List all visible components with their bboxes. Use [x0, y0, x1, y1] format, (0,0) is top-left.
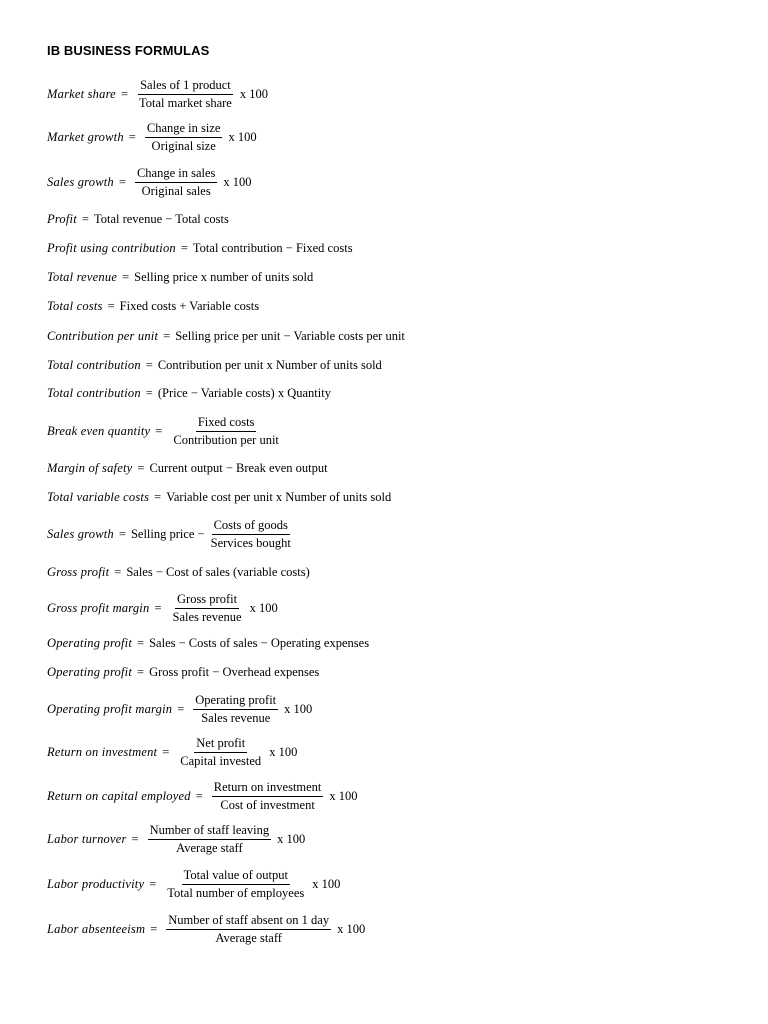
document-title: IB BUSINESS FORMULAS [47, 43, 210, 58]
formula-term: Contribution per unit [47, 328, 159, 343]
formula-row [47, 823, 305, 855]
numerator: Costs of goods [212, 518, 290, 535]
multiplier: x 100 [284, 701, 313, 716]
formula-row [47, 166, 252, 198]
equals-sign: = [131, 831, 139, 846]
formula-expression: Sales − Costs of sales − Operating expenses [149, 635, 370, 650]
formula-expression: Sales − Cost of sales (variable costs) [126, 564, 310, 579]
numerator: Net profit [194, 736, 247, 753]
fraction [171, 592, 244, 625]
equals-sign: = [137, 664, 145, 679]
equals-sign: = [162, 744, 170, 759]
numerator: Gross profit [175, 592, 239, 609]
equals-sign: = [137, 460, 145, 475]
multiplier: x 100 [312, 876, 341, 891]
numerator: Sales of 1 product [138, 78, 233, 95]
equals-sign: = [128, 129, 136, 144]
denominator: Total market share [139, 95, 232, 110]
fraction [212, 780, 324, 813]
denominator: Cost of investment [220, 797, 315, 812]
formula-row [47, 592, 278, 624]
fraction [209, 518, 293, 551]
denominator: Capital invested [180, 753, 262, 768]
formula-row [47, 518, 297, 550]
fraction [148, 823, 272, 856]
formula-term: Market share [47, 86, 116, 101]
equals-sign: = [163, 328, 171, 343]
formula-row [47, 78, 268, 110]
equals-sign: = [154, 489, 162, 504]
denominator: Sales revenue [201, 710, 271, 725]
formula-term: Profit [47, 211, 77, 226]
formula-expression: Total contribution − Fixed costs [192, 240, 353, 255]
formula-row [47, 203, 229, 235]
equals-sign: = [107, 298, 115, 313]
formula-expression: Selling price x number of units sold [134, 269, 314, 284]
denominator: Contribution per unit [173, 432, 279, 447]
denominator: Services bought [210, 535, 291, 550]
equals-sign: = [195, 788, 203, 803]
numerator: Return on investment [212, 780, 324, 797]
formula-term: Margin of safety [47, 460, 133, 475]
multiplier: x 100 [329, 788, 358, 803]
formula-row [47, 656, 319, 688]
numerator: Change in size [145, 121, 223, 138]
formula-row [47, 232, 353, 264]
formula-term: Gross profit [47, 564, 110, 579]
multiplier: x 100 [249, 600, 278, 615]
fraction [166, 913, 331, 946]
denominator: Average staff [215, 930, 282, 945]
formula-term: Total contribution [47, 385, 141, 400]
equals-sign: = [149, 876, 157, 891]
formula-term: Total contribution [47, 357, 141, 372]
fraction [165, 868, 306, 901]
equals-sign: = [81, 211, 89, 226]
fraction [178, 736, 263, 769]
equals-sign: = [177, 701, 185, 716]
denominator: Original sales [141, 183, 211, 198]
formula-expression: Fixed costs + Variable costs [119, 298, 260, 313]
formula-term: Operating profit margin [47, 701, 173, 716]
formula-expression: Contribution per unit x Number of units sold [157, 357, 382, 372]
formula-row [47, 290, 259, 322]
equals-sign: = [122, 269, 130, 284]
formula-term: Profit using contribution [47, 240, 176, 255]
formula-term: Sales growth [47, 174, 114, 189]
formula-row [47, 481, 391, 513]
equals-sign: = [145, 357, 153, 372]
numerator: Operating profit [193, 693, 278, 710]
equals-sign: = [155, 423, 163, 438]
numerator: Number of staff leaving [148, 823, 272, 840]
numerator: Fixed costs [196, 415, 257, 432]
formula-term: Break even quantity [47, 423, 151, 438]
numerator: Number of staff absent on 1 day [166, 913, 331, 930]
equals-sign: = [145, 385, 153, 400]
numerator: Total value of output [182, 868, 290, 885]
formula-term: Return on capital employed [47, 788, 191, 803]
formula-row [47, 556, 310, 588]
formula-expression: Total revenue − Total costs [93, 211, 229, 226]
formula-row [47, 627, 369, 659]
formula-row [47, 780, 358, 812]
numerator: Change in sales [135, 166, 217, 183]
fraction [145, 121, 223, 154]
formula-expression: Gross profit − Overhead expenses [149, 664, 320, 679]
formula-row [47, 452, 328, 484]
formula-term: Market growth [47, 129, 124, 144]
formula-term: Gross profit margin [47, 600, 150, 615]
formula-row [47, 261, 313, 293]
multiplier: x 100 [277, 831, 306, 846]
multiplier: x 100 [337, 921, 366, 936]
formula-term: Labor turnover [47, 831, 127, 846]
formula-row [47, 377, 331, 409]
fraction [193, 693, 278, 726]
formula-row [47, 415, 285, 447]
formula-expression: Variable cost per unit x Number of units sold [166, 489, 392, 504]
multiplier: x 100 [239, 86, 268, 101]
equals-sign: = [118, 526, 126, 541]
denominator: Average staff [176, 840, 243, 855]
formula-expression: Selling price per unit − Variable costs per unit [175, 328, 405, 343]
formula-expression: (Price − Variable costs) x Quantity [157, 385, 331, 400]
formula-row [47, 320, 405, 352]
denominator: Original size [151, 138, 216, 153]
equals-sign: = [114, 564, 122, 579]
formula-term: Labor productivity [47, 876, 145, 891]
denominator: Sales revenue [172, 609, 242, 624]
fraction [135, 166, 217, 199]
equals-sign: = [180, 240, 188, 255]
formula-row [47, 868, 340, 900]
equals-sign: = [137, 635, 145, 650]
formula-term: Total revenue [47, 269, 118, 284]
multiplier: x 100 [228, 129, 257, 144]
equals-sign: = [120, 86, 128, 101]
formula-row [47, 736, 297, 768]
equals-sign: = [154, 600, 162, 615]
formula-term: Total variable costs [47, 489, 150, 504]
denominator: Total number of employees [167, 885, 305, 900]
formula-term: Return on investment [47, 744, 158, 759]
multiplier: x 100 [223, 174, 252, 189]
equals-sign: = [118, 174, 126, 189]
formula-term: Operating profit [47, 664, 133, 679]
formula-term: Sales growth [47, 526, 114, 541]
formula-row [47, 693, 312, 725]
formula-row [47, 913, 365, 945]
equals-sign: = [150, 921, 158, 936]
formula-prefix: Selling price − [130, 526, 205, 541]
formula-expression: Current output − Break even output [149, 460, 328, 475]
multiplier: x 100 [269, 744, 298, 759]
fraction [137, 78, 234, 111]
formula-row [47, 121, 257, 153]
formula-term: Operating profit [47, 635, 133, 650]
formula-term: Total costs [47, 298, 103, 313]
fraction [171, 415, 281, 448]
formula-term: Labor absenteeism [47, 921, 146, 936]
